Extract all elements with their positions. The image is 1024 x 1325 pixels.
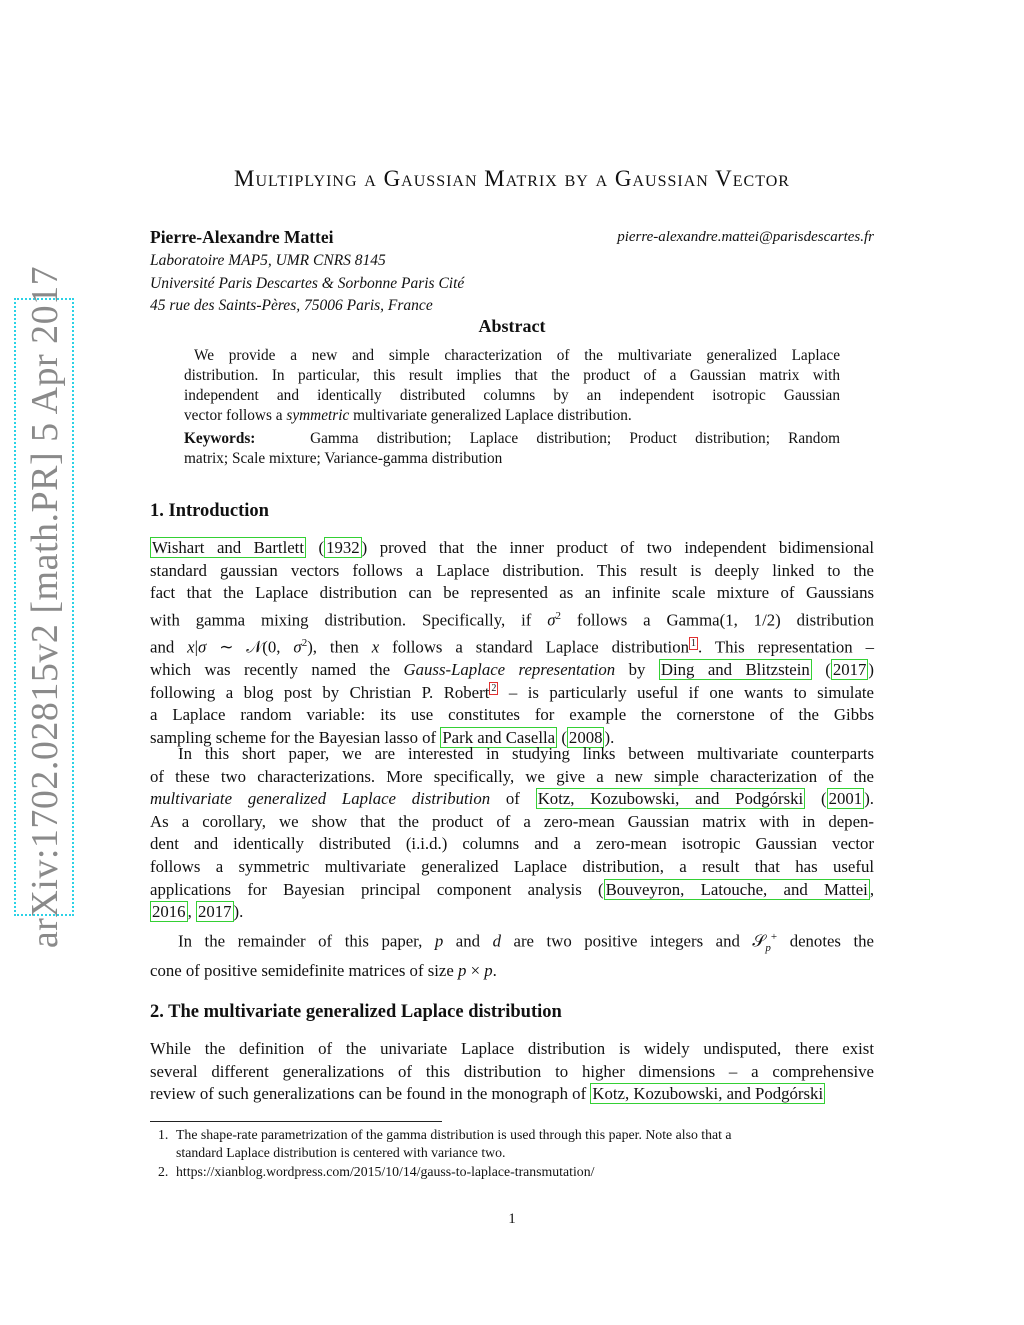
section-heading-laplace: 2. The multivariate generalized Laplace distribution <box>150 1002 562 1022</box>
paragraph-line: of these two characterizations. More specifically, we give a new simple characterization of the <box>150 766 874 786</box>
arxiv-stamp-text: arXiv:1702.02815v2 [math.PR] 5 Apr 2017 <box>24 265 66 949</box>
section-heading-introduction: 1. Introduction <box>150 501 269 521</box>
paragraph-line: As a corollary, we show that the product of a zero-mean Gaussian matrix with in depen- <box>150 811 874 831</box>
footnote-number: 2. <box>158 1164 169 1179</box>
paragraph-line: In this short paper, we are interested in studying links between multivariate counterparts <box>178 744 874 763</box>
keywords-line: matrix; Scale mixture; Variance-gamma distribution <box>184 450 503 467</box>
intro-paragraph-2 <box>150 743 874 924</box>
citation-year-link[interactable]: 2017 <box>197 902 232 922</box>
citation-year-link[interactable]: 2017 <box>832 660 867 680</box>
keywords-line <box>184 429 840 449</box>
paragraph-line: with gamma mixing distribution. Specifically, if $\sigma^2$ follows a Gamma(1, 1/2) distribution <box>150 609 874 630</box>
footnote-number: 1. <box>158 1127 169 1142</box>
paragraph-line: standard gaussian vectors follows a Laplace distribution. This result is deeply linked to the <box>150 560 874 580</box>
paragraph-line: multivariate generalized Laplace distribution of Kotz, Kozubowski, and Podgórski ( 2001 ). <box>150 789 874 809</box>
paragraph-line: applications for Bayesian principal component analysis ( Bouveyron, Latouche, and Mattei , <box>150 879 875 899</box>
citation-year-link[interactable]: 1932 <box>326 538 360 557</box>
abstract-heading: Abstract <box>478 316 546 336</box>
citation-year-link[interactable]: 2008 <box>568 727 603 747</box>
section2-paragraph-1 <box>150 1038 874 1106</box>
paragraph-line: several different generalizations of this distribution to higher dimensions – a comprehensive <box>150 1061 874 1081</box>
citation-link[interactable]: Ding and Blitzstein <box>660 660 810 680</box>
paragraph-line: Wishart and Bartlett ( 1932 ) proved that the inner product of two independent bidimensional <box>152 538 874 557</box>
author-name: Pierre-Alexandre Mattei <box>150 227 334 247</box>
affiliation-line: Université Paris Descartes & Sorbonne Paris Cité <box>150 275 465 292</box>
paragraph-line: which was recently named the Gauss-Laplace representation by Ding and Blitzstein ( 2017 ) <box>150 660 874 680</box>
paragraph-line: 2016 , 2017 ). <box>152 902 244 922</box>
keywords-label: Keywords: <box>184 430 256 447</box>
paragraph-line: dent and identically distributed (i.i.d.) columns and a zero-mean isotropic Gaussian vector <box>150 834 874 854</box>
citation-link[interactable]: Kotz, Kozubowski, and Podgórski <box>537 789 804 809</box>
paragraph-line: fact that the Laplace distribution can be represented as an infinite scale mixture of Gaussians <box>150 583 874 603</box>
footnote-2 <box>150 1163 874 1181</box>
paragraph-line: following a blog post by Christian P. Robert $^2$ – is particularly useful if one wants to simulate <box>150 682 875 702</box>
citation-year-link[interactable]: 2016 <box>152 902 186 922</box>
abstract-emphasis: symmetric <box>286 407 350 424</box>
paragraph-line: a Laplace random variable: its use constitutes for example the cornerstone of the Gibbs <box>150 705 874 725</box>
affiliation-line: Laboratoire MAP5, UMR CNRS 8145 <box>150 252 386 269</box>
page-number: 1 <box>508 1211 516 1227</box>
citation-year-link[interactable]: 2001 <box>828 789 863 809</box>
paragraph-line: and x|σ ∼ 𝒩(0, $\sigma^2$), then x follows a standard Laplace distribution $^1$ . This representation – <box>150 636 874 657</box>
paper-title: Multiplying a Gaussian Matrix by a Gaussian Vector <box>234 166 790 191</box>
paragraph-line: sampling scheme for the Bayesian lasso of Park and Casella ( 2008 ). <box>150 727 615 747</box>
intro-paragraph-1 <box>150 537 874 750</box>
abstract-body <box>184 346 840 426</box>
footnote-ref-1[interactable]: 1 <box>691 637 696 649</box>
abstract-line: independent and identically distributed columns by an independent isotropic Gaussian <box>184 387 840 404</box>
abstract-line: vector follows a symmetric multivariate generalized Laplace distribution. <box>184 407 632 424</box>
footnote-url-link[interactable]: https://xianblog.wordpress.com/2015/10/14/gauss-to-laplace-transmutation/ <box>176 1164 595 1179</box>
citation-link[interactable]: Bouveyron, Latouche, and Mattei <box>605 879 868 899</box>
paragraph-line: follows a symmetric multivariate generalized Laplace distribution, a result that has useful <box>150 856 874 876</box>
keywords-block <box>184 429 840 469</box>
footnote-text: The shape-rate parametrization of the gamma distribution is used through this paper. Note also that a <box>176 1127 732 1142</box>
abstract-line: distribution. In particular, this result implies that the product of a Gaussian matrix with <box>184 367 840 384</box>
intro-paragraph-3 <box>150 926 874 982</box>
paragraph-line: cone of positive semidefinite matrices of size p × p. <box>150 960 497 980</box>
citation-link[interactable]: Park and Casella <box>442 727 556 747</box>
abstract-line: We provide a new and simple characterization of the multivariate generalized Laplace <box>194 347 840 364</box>
author-email[interactable]: pierre-alexandre.mattei@parisdescartes.fr <box>617 229 874 245</box>
footnote-text: standard Laplace distribution is centered with variance two. <box>176 1145 506 1160</box>
arxiv-identifier-stamp[interactable] <box>14 265 76 949</box>
affiliation-line: 45 rue des Saints-Pères, 75006 Paris, France <box>150 297 433 314</box>
footnote-divider <box>150 1121 442 1122</box>
citation-link[interactable]: Wishart and Bartlett <box>152 538 305 557</box>
paragraph-line: While the definition of the univariate Laplace distribution is widely undisputed, there exist <box>150 1039 874 1058</box>
paragraph-line: review of such generalizations can be found in the monograph of Kotz, Kozubowski, and Podgórski <box>150 1084 824 1104</box>
footnote-1 <box>150 1126 874 1162</box>
paragraph-line: In the remainder of this paper, p and d are two positive integers and 𝒮$_p$+ denotes the <box>178 931 875 954</box>
citation-link[interactable]: Kotz, Kozubowski, and Podgórski <box>592 1084 824 1104</box>
footnote-ref-2[interactable]: 2 <box>491 683 497 695</box>
keywords-text: Gamma distribution; Laplace distribution; Product distribution; Random <box>310 430 840 447</box>
